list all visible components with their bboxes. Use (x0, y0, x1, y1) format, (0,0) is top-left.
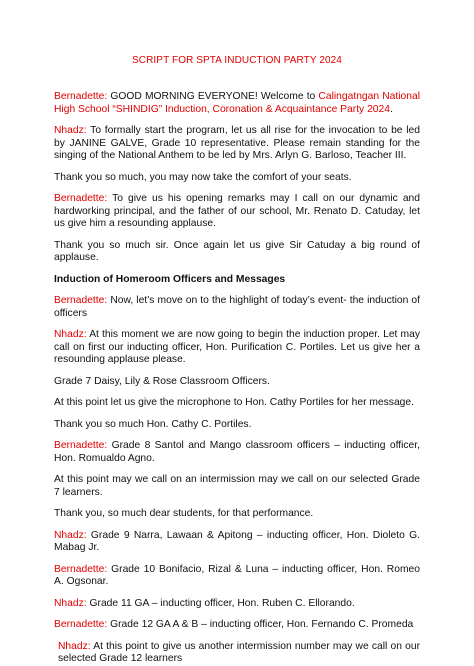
document-title: SCRIPT FOR SPTA INDUCTION PARTY 2024 (132, 55, 342, 66)
paragraph-text: At this point to give us another intermission number may we call on our selected Grade 12 learners (58, 640, 420, 664)
paragraph-welcome (54, 91, 420, 116)
paragraph-highlight (54, 295, 420, 320)
paragraph-grade7: Grade 7 Daisy, Lily & Rose Classroom Officers. (54, 375, 270, 387)
paragraph-grade9 (54, 530, 420, 555)
speaker-label: Bernadette: (54, 295, 108, 306)
paragraph-text: GOOD MORNING EVERYONE! Welcome to (107, 91, 319, 102)
speaker-label: Nhadz: (54, 329, 87, 340)
paragraph-text: Now, let’s move on to the highlight of today’s event- the induction of officers (54, 295, 420, 319)
speaker-label: Nhadz: (58, 640, 91, 652)
paragraph-invocation (54, 125, 420, 163)
paragraph-text: Grade 9 Narra, Lawaan & Apitong – inducting officer, Hon. Dioleto G. Mabag Jr. (54, 529, 420, 553)
speaker-label: Nhadz: (54, 125, 87, 136)
paragraph-grade11 (54, 598, 420, 611)
paragraph-text: . (389, 103, 393, 115)
paragraph-opening-remarks (54, 193, 420, 231)
speaker-label: Bernadette: (54, 91, 108, 102)
speaker-label: Nhadz: (54, 597, 87, 609)
paragraph-grade10 (54, 564, 420, 589)
paragraph-text: At this moment we are now going to begin the induction proper. Let may call on first our inducting officer, Hon. Purification C. Portiles. Let us give her a resounding applause please. (54, 329, 420, 365)
paragraph-text: Grade 10 Bonifacio, Rizal & Luna – inducting officer, Hon. Romeo A. Ogsonar. (54, 563, 420, 587)
speaker-label: Bernadette: (54, 619, 108, 630)
paragraph-thanks-students: Thank you, so much dear students, for that performance. (54, 508, 314, 519)
paragraph-text: Grade 12 GA A & B – inducting officer, Hon. Fernando C. Promeda (107, 619, 414, 630)
paragraph-text: Grade 8 Santol and Mango classroom officers – inducting officer, Hon. Romualdo Agno. (54, 440, 420, 464)
paragraph-text: To formally start the program, let us all rise for the invocation to be led by JANINE GALVE, Grade 10 representative. Please remain standing for the singing of the National Anthem to be led by Mrs. Arlyn G. Barloso, Teacher III. (54, 125, 420, 161)
paragraph-grade8 (54, 440, 420, 465)
paragraph-microphone: At this point let us give the microphone to Hon. Cathy Portiles for her message. (54, 397, 414, 408)
paragraph-intermission-grade12 (54, 641, 420, 666)
speaker-label: Bernadette: (54, 193, 108, 204)
paragraph-text: To give us his opening remarks may I call on our dynamic and hardworking principal, and the father of our school, Mr. Renato D. Catuday, let us give him a resounding applause. (54, 193, 420, 229)
paragraph-grade12 (54, 619, 420, 632)
speaker-label: Bernadette: (54, 440, 108, 451)
speaker-label: Nhadz: (54, 529, 87, 541)
section-heading: Induction of Homeroom Officers and Messages (54, 273, 286, 285)
school-event-name: Calingatngan National High School “SHINDIG” Induction, Coronation & Acquaintance Party 2024 (54, 91, 421, 115)
paragraph-text: Grade 11 GA – inducting officer, Hon. Ruben C. Ellorando. (86, 597, 355, 609)
paragraph-induction-proper (54, 329, 420, 367)
speaker-label: Bernadette: (54, 563, 108, 575)
paragraph-intermission-grade7: At this point may we call on an intermission may we call on our selected Grade 7 learners. (54, 474, 420, 498)
paragraph-thanks-sir: Thank you so much sir. Once again let us give Sir Catuday a big round of applause. (54, 239, 420, 263)
paragraph-thanks-seats: Thank you so much, you may now take the comfort of your seats. (54, 171, 352, 183)
paragraph-thanks-portiles: Thank you so much Hon. Cathy C. Portiles. (54, 418, 252, 430)
